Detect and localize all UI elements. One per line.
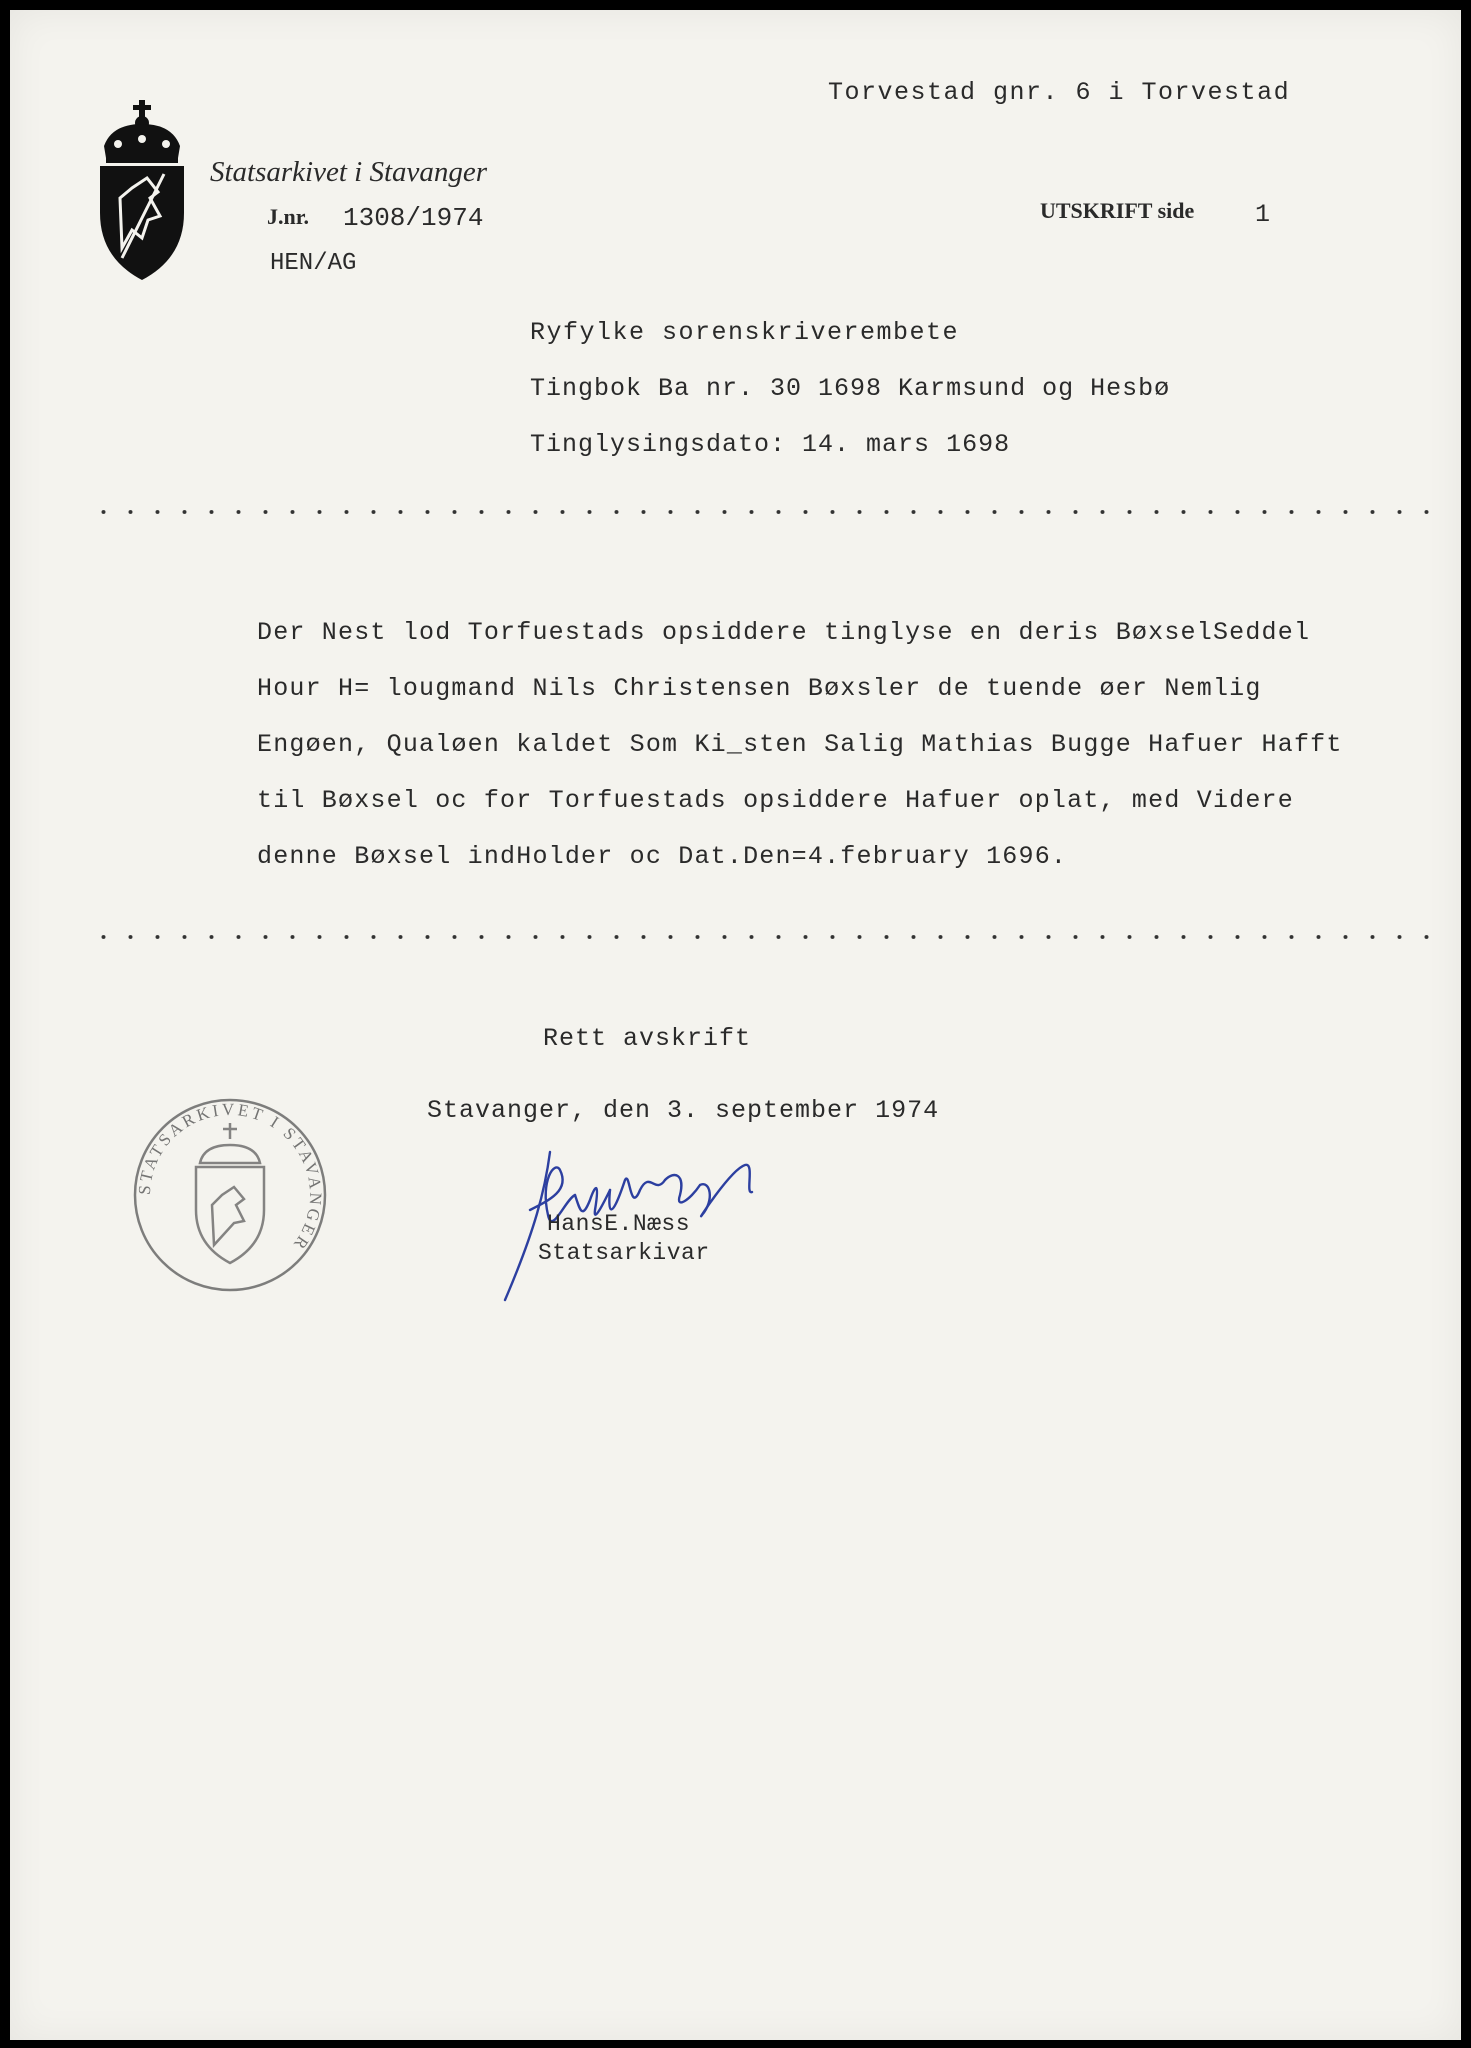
source-office: Ryfylke sorenskriverembete [530,318,960,347]
source-volume: Tingbok Ba nr. 30 1698 Karmsund og Hesbø [530,374,1171,403]
document-reference: Torvestad gnr. 6 i Torvestad [828,78,1291,107]
page-number: 1 [1255,200,1271,229]
initials: HEN/AG [270,250,357,277]
utskrift-label: UTSKRIFT side [1040,198,1195,223]
institution-name: Statsarkivet i Stavanger [210,156,488,188]
signatory-title: Statsarkivar [538,1240,710,1266]
document-page [10,10,1461,2040]
dotted-divider-top [90,510,1440,514]
transcript-line: Engøen, Qualøen kaldet Som Ki_sten Salig Mathias Bugge Hafuer Hafft [257,730,1343,759]
coat-of-arms-logo [92,98,192,283]
registration-date: Tinglysingsdato: 14. mars 1698 [530,430,1011,459]
transcript-line: denne Bøxsel indHolder oc Dat.Den=4.february 1696. [257,842,1068,871]
journal-number: 1308/1974 [343,203,484,233]
transcript-line: til Bøxsel oc for Torfuestads opsiddere Hafuer oplat, med Videre [257,786,1294,815]
journal-number-label: J.nr. [267,204,309,229]
transcript-line: Hour H= lougmand Nils Christensen Bøxsler de tuende øer Nemlig [257,674,1262,703]
archive-stamp [130,1095,330,1295]
place-and-date: Stavanger, den 3. september 1974 [427,1096,940,1125]
signatory-name: HansE.Næss [547,1211,691,1237]
stamp-text: STATSARKIVET I STAVANGER [134,1099,326,1256]
transcript-line: Der Nest lod Torfuestads opsiddere tinglyse en deris BøxselSeddel [257,618,1311,647]
certification-text: Rett avskrift [543,1024,752,1053]
dotted-divider-bottom [90,935,1440,939]
